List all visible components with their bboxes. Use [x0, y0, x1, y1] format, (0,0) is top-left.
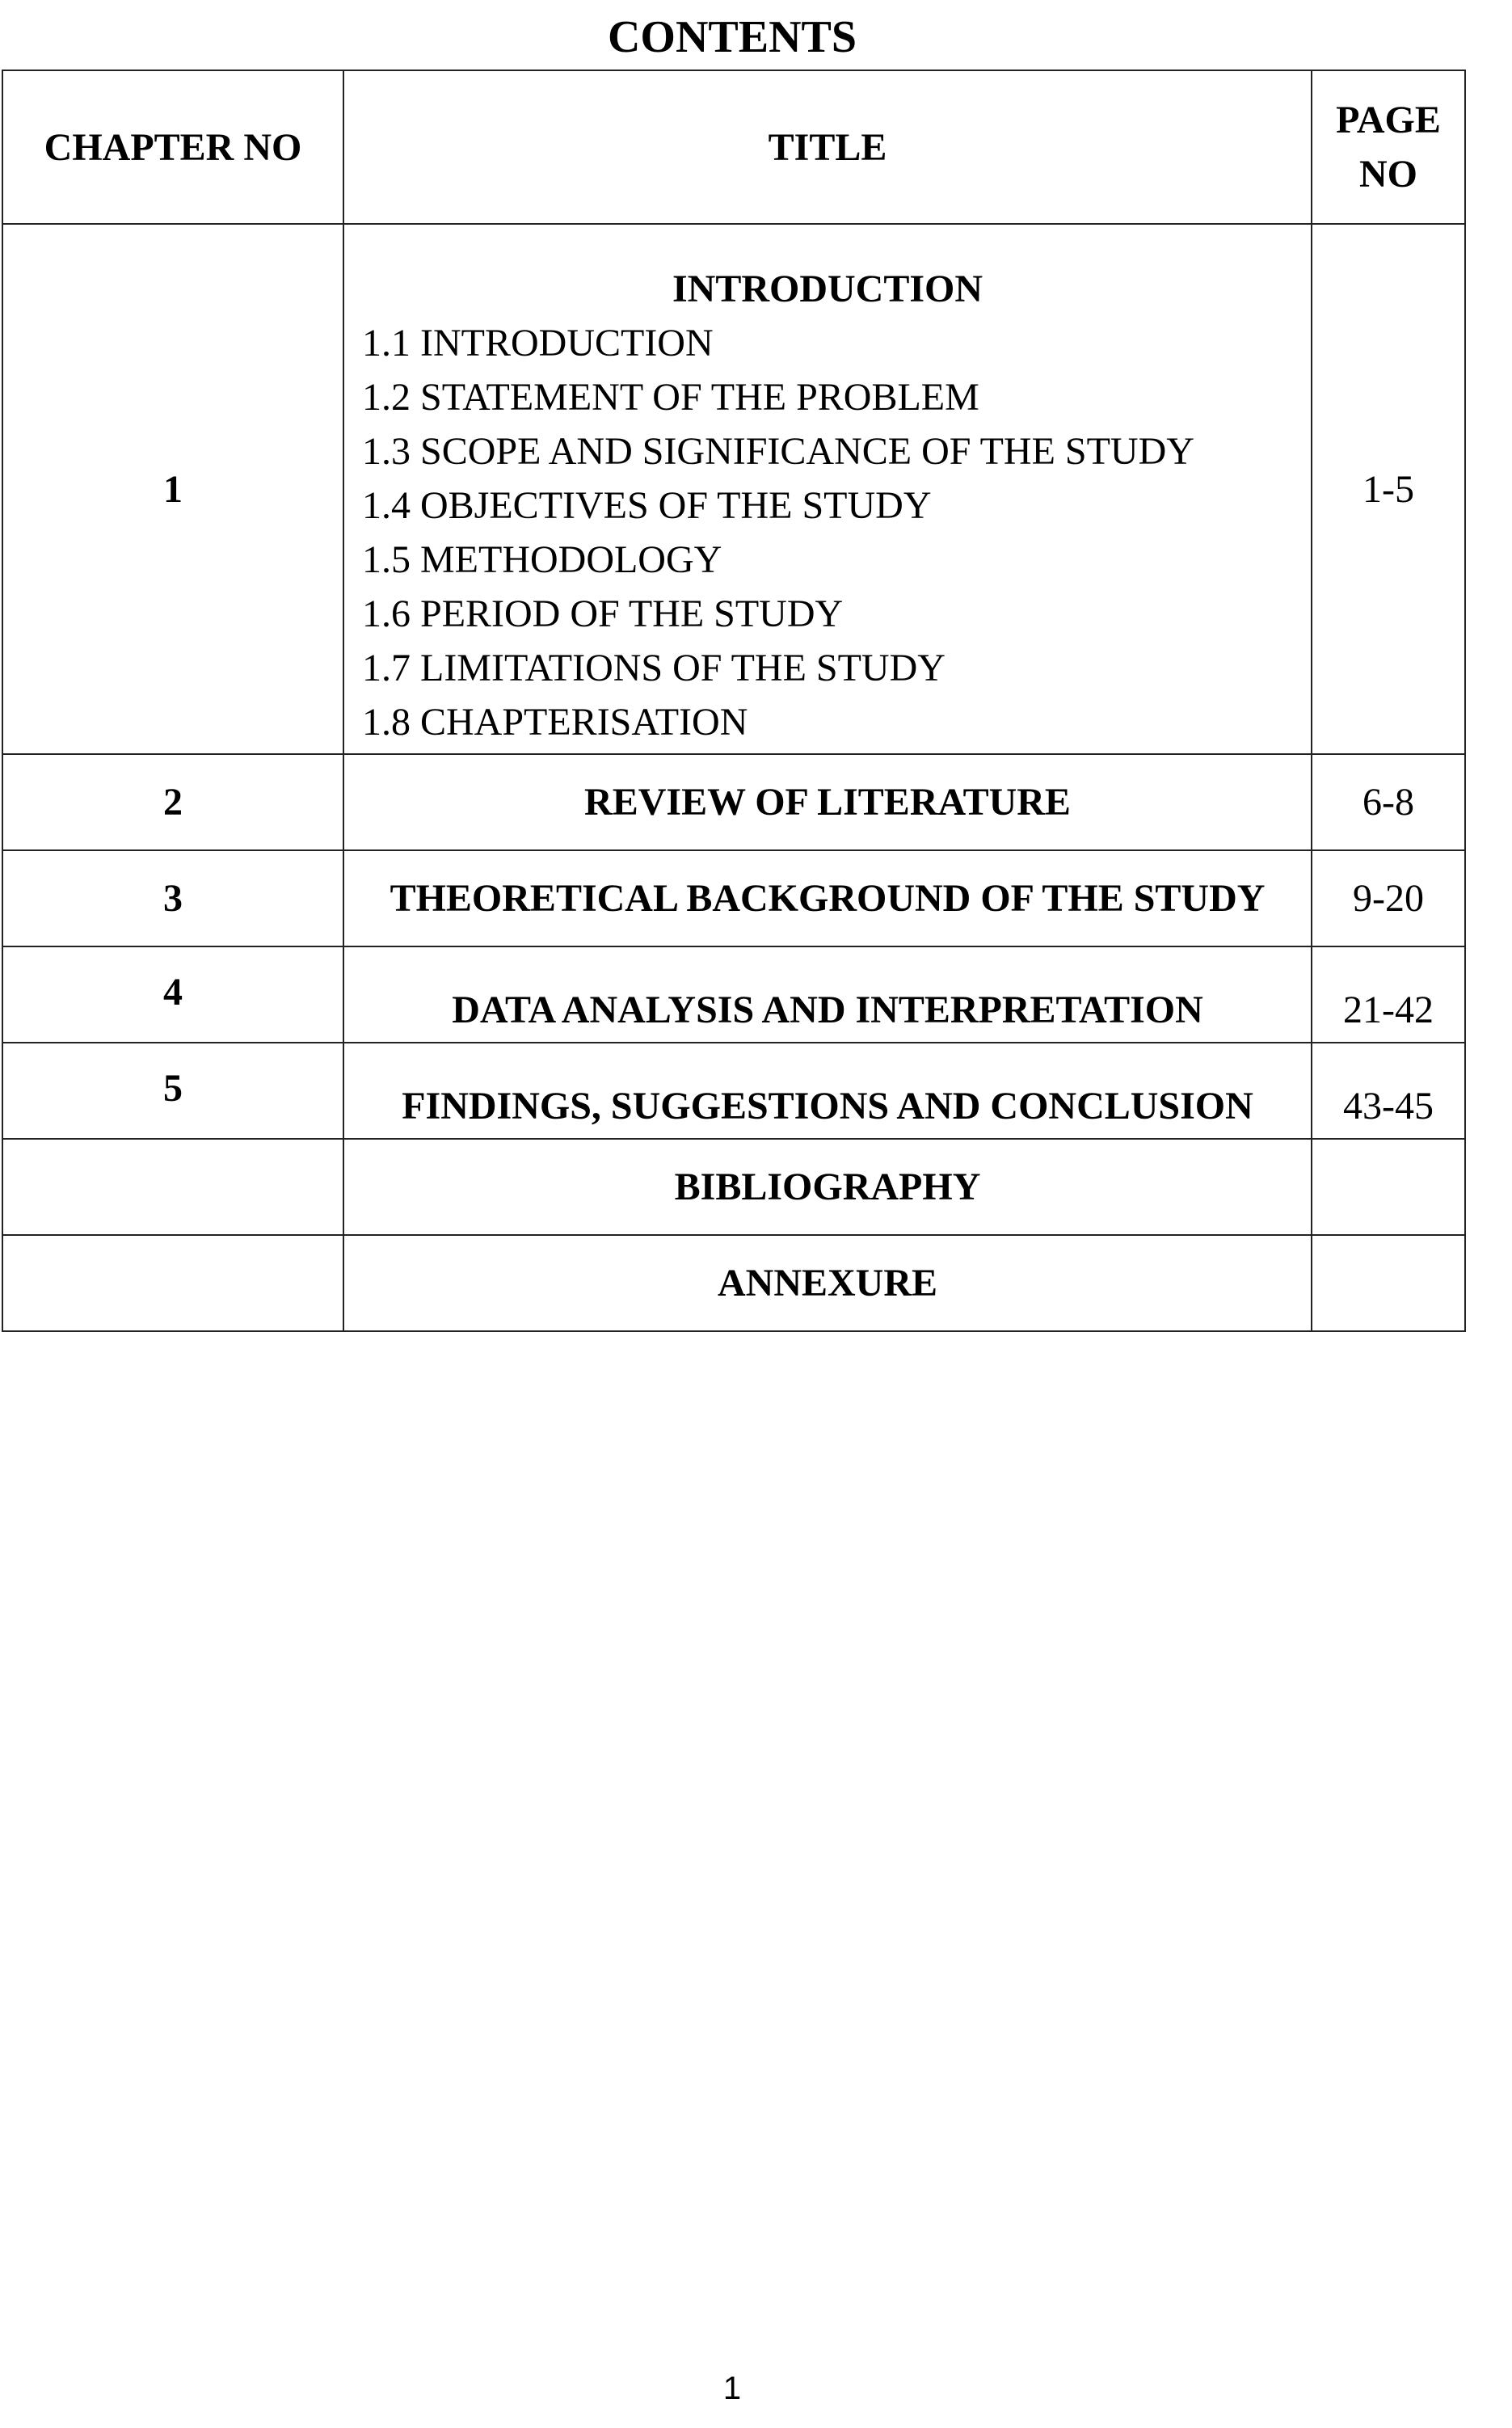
- subsection-item: 1.4 OBJECTIVES OF THE STUDY: [362, 484, 932, 527]
- subsection-item: 1.5 METHODOLOGY: [362, 538, 722, 581]
- chapter-pages: 21-42: [1312, 946, 1465, 1043]
- chapter-number: [2, 1139, 343, 1235]
- subsection-item: 1.1 INTRODUCTION: [362, 322, 714, 365]
- subsection-item: 1.7 LIMITATIONS OF THE STUDY: [362, 647, 946, 689]
- table-row-chapter-1: [2, 224, 1465, 754]
- chapter-number: 1: [2, 224, 343, 754]
- contents-table: [2, 70, 1466, 1332]
- subsection-item: 1.3 SCOPE AND SIGNIFICANCE OF THE STUDY: [362, 430, 1194, 473]
- chapter-title: ANNEXURE: [343, 1235, 1312, 1331]
- chapter-title: DATA ANALYSIS AND INTERPRETATION: [343, 946, 1312, 1043]
- table-row-annexure: [2, 1235, 1465, 1331]
- chapter-number: 5: [2, 1043, 343, 1139]
- table-row-bibliography: [2, 1139, 1465, 1235]
- chapter-pages: 1-5: [1312, 224, 1465, 754]
- table-row-chapter-3: [2, 850, 1465, 946]
- header-page-no: [1312, 70, 1465, 224]
- chapter-title-cell: [343, 224, 1312, 754]
- subsection-item: 1.6 PERIOD OF THE STUDY: [362, 592, 844, 635]
- chapter-pages: 43-45: [1312, 1043, 1465, 1139]
- subsection-item: 1.8 CHAPTERISATION: [362, 701, 748, 744]
- table-row-chapter-4: [2, 946, 1465, 1043]
- chapter-number: [2, 1235, 343, 1331]
- chapter-number: 4: [2, 946, 343, 1043]
- chapter-title: BIBLIOGRAPHY: [343, 1139, 1312, 1235]
- table-row-chapter-2: [2, 754, 1465, 850]
- header-chapter-no: CHAPTER NO: [2, 70, 343, 224]
- page-title: CONTENTS: [607, 12, 857, 62]
- table-header-row: [2, 70, 1465, 224]
- subsection-item: 1.2 STATEMENT OF THE PROBLEM: [362, 376, 979, 419]
- chapter-number: 3: [2, 850, 343, 946]
- table-row-chapter-5: [2, 1043, 1465, 1139]
- chapter-heading: INTRODUCTION: [672, 268, 983, 310]
- header-title: TITLE: [343, 70, 1312, 224]
- chapter-title: THEORETICAL BACKGROUND OF THE STUDY: [343, 850, 1312, 946]
- page-number: 1: [722, 2371, 742, 2406]
- chapter-pages: [1312, 1139, 1465, 1235]
- chapter-pages: 6-8: [1312, 754, 1465, 850]
- chapter-title: FINDINGS, SUGGESTIONS AND CONCLUSION: [343, 1043, 1312, 1139]
- header-page-no-line2: NO: [1359, 153, 1417, 196]
- chapter-pages: [1312, 1235, 1465, 1331]
- chapter-number: 2: [2, 754, 343, 850]
- header-page-no-line1: PAGE: [1336, 99, 1441, 141]
- chapter-pages: 9-20: [1312, 850, 1465, 946]
- chapter-title: REVIEW OF LITERATURE: [343, 754, 1312, 850]
